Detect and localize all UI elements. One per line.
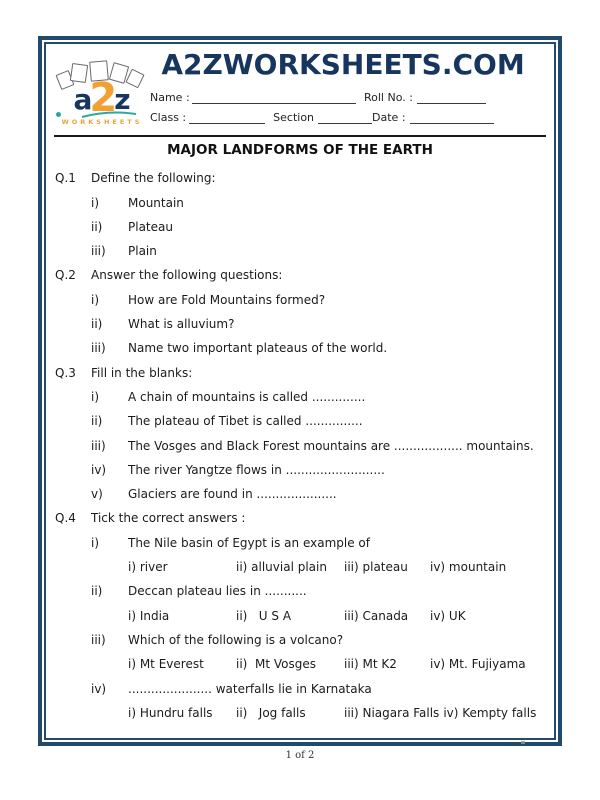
sub-item-row: [54, 623, 546, 647]
inner-border: [44, 42, 556, 740]
option-text: ii) alluvial plain: [236, 560, 327, 575]
item-label: ii): [91, 317, 103, 332]
logo-wordmark: [54, 75, 150, 121]
item-text: The Nile basin of Egypt is an example of: [128, 535, 370, 550]
question-text: Answer the following questions:: [91, 268, 283, 283]
item-label: ii): [91, 584, 103, 599]
option-text: iv) Mt. Fujiyama: [430, 657, 526, 672]
item-label: i): [91, 292, 100, 307]
item-label: ii): [91, 414, 103, 429]
date-group: [372, 110, 544, 124]
roll-label: Roll No. :: [364, 90, 413, 104]
page-number: 1 of 2: [285, 750, 315, 761]
item-text: The plateau of Tibet is called ...............: [128, 414, 363, 429]
item-label: iv): [91, 681, 107, 696]
logo-letter-2: 2: [89, 75, 118, 121]
logo-letter-a: a: [73, 83, 93, 116]
item-text: How are Fold Mountains formed?: [128, 292, 326, 307]
options-row: [54, 647, 546, 671]
question-text: Tick the correct answers :: [91, 511, 246, 526]
question-row: [54, 355, 546, 379]
sub-item-row: [54, 380, 546, 404]
sheet-content: [46, 44, 554, 738]
item-text: The Vosges and Black Forest mountains are .................. mountains.: [128, 438, 534, 453]
item-text: Glaciers are found in .....................: [128, 487, 337, 502]
option-text: iii) plateau: [344, 560, 408, 575]
question-number: Q.2: [55, 268, 76, 283]
a2z-logo: [54, 60, 150, 135]
option-text: i) Mt Everest: [128, 657, 204, 672]
logo-letter-z: z: [114, 83, 131, 116]
option-text: iv) mountain: [430, 560, 507, 575]
item-text: The river Yangtze flows in ..........................: [128, 462, 385, 477]
question-text: Fill in the blanks:: [91, 365, 193, 380]
sub-item-row: [54, 404, 546, 428]
student-info-fields: [150, 84, 536, 124]
date-blank-line: [410, 110, 495, 124]
option-text: i) Hundru falls: [128, 705, 213, 720]
header: [54, 44, 546, 137]
sub-item-row: [54, 453, 546, 477]
item-text: Deccan plateau lies in ...........: [128, 584, 307, 599]
options-row: [54, 550, 546, 574]
sub-item-row: [54, 671, 546, 695]
item-text: A chain of mountains is called ..............: [128, 389, 366, 404]
option-text: iv) UK: [430, 608, 466, 623]
sub-item-row: [54, 234, 546, 258]
site-title: A2ZWORKSHEETS.COM: [161, 48, 525, 81]
item-label: iii): [91, 244, 106, 259]
logo-subtitle: WORKSHEETS: [61, 118, 143, 126]
item-label: iii): [91, 341, 106, 356]
option-text: i) river: [128, 560, 168, 575]
class-section-date-row: [150, 110, 536, 124]
sub-item-row: [54, 185, 546, 209]
sub-item-row: [54, 307, 546, 331]
sub-item-row: [54, 525, 546, 549]
item-text: ...................... waterfalls lie in Karnataka: [128, 681, 372, 696]
question-number: Q.1: [55, 171, 76, 186]
item-text: Which of the following is a volcano?: [128, 632, 344, 647]
option-text: i) India: [128, 608, 170, 623]
option-text: ii) Jog falls: [236, 705, 306, 720]
option-text: iii) Canada: [344, 608, 409, 623]
item-text: Plateau: [128, 219, 173, 234]
options-row: [54, 598, 546, 622]
header-right: [150, 50, 546, 135]
question-row: [54, 258, 546, 282]
section-label: Section: [273, 110, 315, 124]
item-label: i): [91, 535, 100, 550]
item-label: iii): [91, 632, 106, 647]
question-number: Q.3: [55, 365, 76, 380]
item-text: Mountain: [128, 195, 184, 210]
class-label: Class :: [150, 110, 187, 124]
option-text: iii) Mt K2: [344, 657, 397, 672]
item-label: v): [91, 487, 103, 502]
scan-artifact: [521, 741, 525, 744]
sub-item-row: [54, 477, 546, 501]
question-row: [54, 161, 546, 185]
question-number: Q.4: [55, 511, 76, 526]
sub-item-row: [54, 574, 546, 598]
sub-item-row: [54, 282, 546, 306]
option-text: ii) Mt Vosges: [236, 657, 316, 672]
class-blank-line: [189, 110, 265, 124]
question-text: Define the following:: [91, 171, 216, 186]
options-row: [54, 696, 546, 720]
sub-item-row: [54, 210, 546, 234]
outer-border: [38, 36, 562, 746]
roll-blank-line: [417, 90, 486, 104]
item-label: ii): [91, 219, 103, 234]
item-label: iii): [91, 438, 106, 453]
worksheet-title: MAJOR LANDFORMS OF THE EARTH: [167, 142, 433, 158]
item-text: What is alluvium?: [128, 317, 235, 332]
date-label: Date :: [372, 110, 406, 124]
question-row: [54, 501, 546, 525]
sub-item-row: [54, 331, 546, 355]
roll-group: [364, 90, 536, 104]
name-label: Name :: [150, 90, 190, 104]
name-roll-row: [150, 90, 536, 104]
questions: [54, 161, 546, 720]
option-text: ii) U S A: [236, 608, 292, 623]
item-label: i): [91, 195, 100, 210]
section-blank-line: [318, 110, 372, 124]
item-text: Name two important plateaus of the world.: [128, 341, 388, 356]
sub-item-row: [54, 428, 546, 452]
item-label: i): [91, 389, 100, 404]
option-text: iii) Niagara Falls: [344, 705, 440, 720]
item-text: Plain: [128, 244, 157, 259]
item-label: iv): [91, 462, 107, 477]
option-text: iv) Kempty falls: [443, 705, 537, 720]
name-blank-line: [192, 90, 356, 104]
